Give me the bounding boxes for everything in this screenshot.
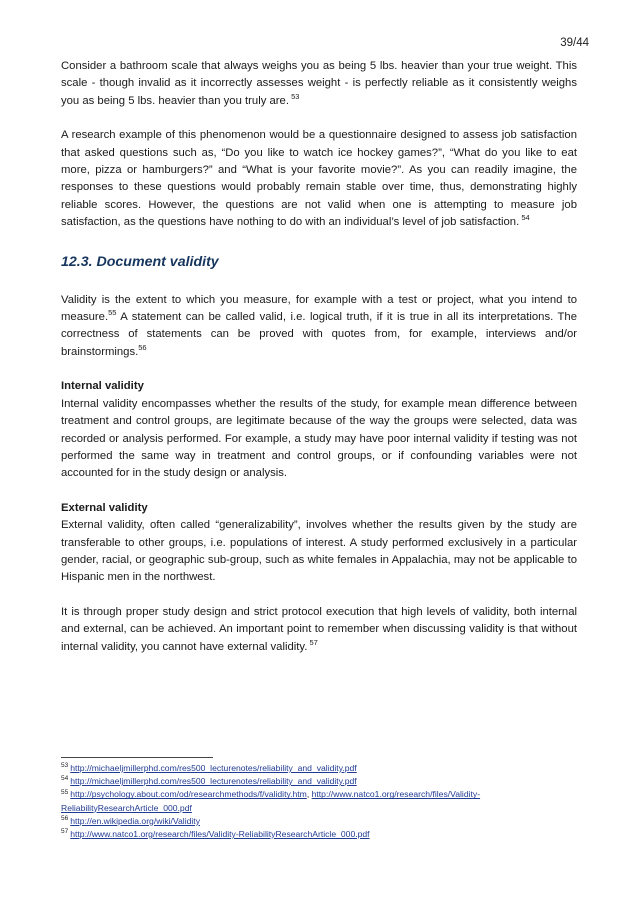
footnote xyxy=(61,815,577,828)
footnote-link[interactable]: http://www.natco1.org/research/files/Validity-ReliabilityResearchArticle_000.pdf xyxy=(70,829,370,840)
footnote xyxy=(61,788,577,814)
paragraph-external-validity xyxy=(61,500,577,587)
footnote-separator-text: , xyxy=(306,789,312,800)
paragraph-text: Validity is the extent to which you measure, for example with a test or project, what you intend to measure. xyxy=(61,293,577,324)
footnote-ref[interactable]: 56 xyxy=(138,343,147,353)
paragraph-research-example xyxy=(61,127,577,231)
paragraph-text: A research example of this phenomenon would be a questionnaire designed to assess job satisfaction that asked questions such as, “Do you like to watch ice hockey games?”, “What do you like to eat more, pizza or hamburgers?” and “What is your favorite movie?”. As you can readily imagine, the responses to these questions would probably remain stable over time, thus, demonstrating highly reliable scores. However, the questions are not valid when one is attempting to measure job satisfaction, as the questions have nothing to do with an individual’s level of job satisfaction. xyxy=(61,129,577,229)
footnote xyxy=(61,775,577,788)
paragraph-validity-intro xyxy=(61,292,577,362)
footnote-link[interactable]: http://psychology.about.com/od/researchmethods/f/validity.htm xyxy=(70,789,307,800)
paragraph-text: Internal validity encompasses whether the results of the study, for example mean difference between treatment and control groups, are legitimate because of the way the groups were selected, data was recorded or analysis performed. For example, a study may have poor internal validity if testing was not performed the same way in treatment and control groups, or if confounding variables were not accounted for in the study design or analysis. xyxy=(61,397,577,480)
paragraph-text: Consider a bathroom scale that always weighs you as being 5 lbs. heavier than your true weight. This scale - though invalid as it incorrectly assesses weight - is perfectly reliable as it consistently weighs you as being 5 lbs. heavier than you truly are. xyxy=(61,60,577,107)
footnote-number: 56 xyxy=(61,814,69,822)
footnote-link[interactable]: http://michaeljmillerphd.com/res500_lecturenotes/reliability_and_validity.pdf xyxy=(70,776,357,787)
footnote-link[interactable]: http://en.wikipedia.org/wiki/Validity xyxy=(70,815,200,826)
page-number: 39/44 xyxy=(560,37,589,49)
paragraph-text: External validity, often called “generalizability”, involves whether the results given by the study are transferable to other groups, i.e. populations of interest. A study performed exclusively in a particular gender, racial, or geographic sub-group, such as white females in Appalachia, may not be applicable to Hispanic men in the northwest. xyxy=(61,519,577,584)
paragraph-text: A statement can be called valid, i.e. logical truth, if it is true in all its interpretations. The correctness of statements can be proved with quotes from, for example, interviews and/or brainstormings. xyxy=(61,311,577,358)
footnote xyxy=(61,828,577,841)
footnote-ref[interactable]: 54 xyxy=(521,213,530,223)
footnotes xyxy=(61,762,577,841)
paragraph-text: It is through proper study design and strict protocol execution that high levels of validity, both internal and external, can be achieved. An important point to remember when discussing validity is that without internal validity, you cannot have external validity. xyxy=(61,605,577,653)
paragraph-closing xyxy=(61,604,577,656)
footnote-ref[interactable]: 57 xyxy=(309,637,318,647)
footnote-number: 55 xyxy=(61,788,69,796)
footnote-link[interactable]: http://michaeljmillerphd.com/res500_lecturenotes/reliability_and_validity.pdf xyxy=(70,763,357,773)
footnote-separator xyxy=(61,757,213,758)
paragraph-bathroom-scale xyxy=(61,58,577,110)
subheading-external-validity: External validity xyxy=(61,501,148,514)
footnote-link[interactable]: http://www.natco1.org/research/files/Validity-ReliabilityResearchArticle_000.pdf xyxy=(61,789,481,813)
footnote-ref[interactable]: 55 xyxy=(108,308,117,318)
subheading-internal-validity: Internal validity xyxy=(61,380,144,393)
paragraph-internal-validity xyxy=(61,378,577,482)
section-heading: 12.3. Document validity xyxy=(61,253,219,270)
footnote-number: 54 xyxy=(61,775,69,783)
footnote-number: 53 xyxy=(61,762,69,770)
footnote xyxy=(61,762,577,775)
footnote-ref[interactable]: 53 xyxy=(291,92,300,102)
footnote-number: 57 xyxy=(61,828,69,836)
body-text xyxy=(61,58,577,673)
